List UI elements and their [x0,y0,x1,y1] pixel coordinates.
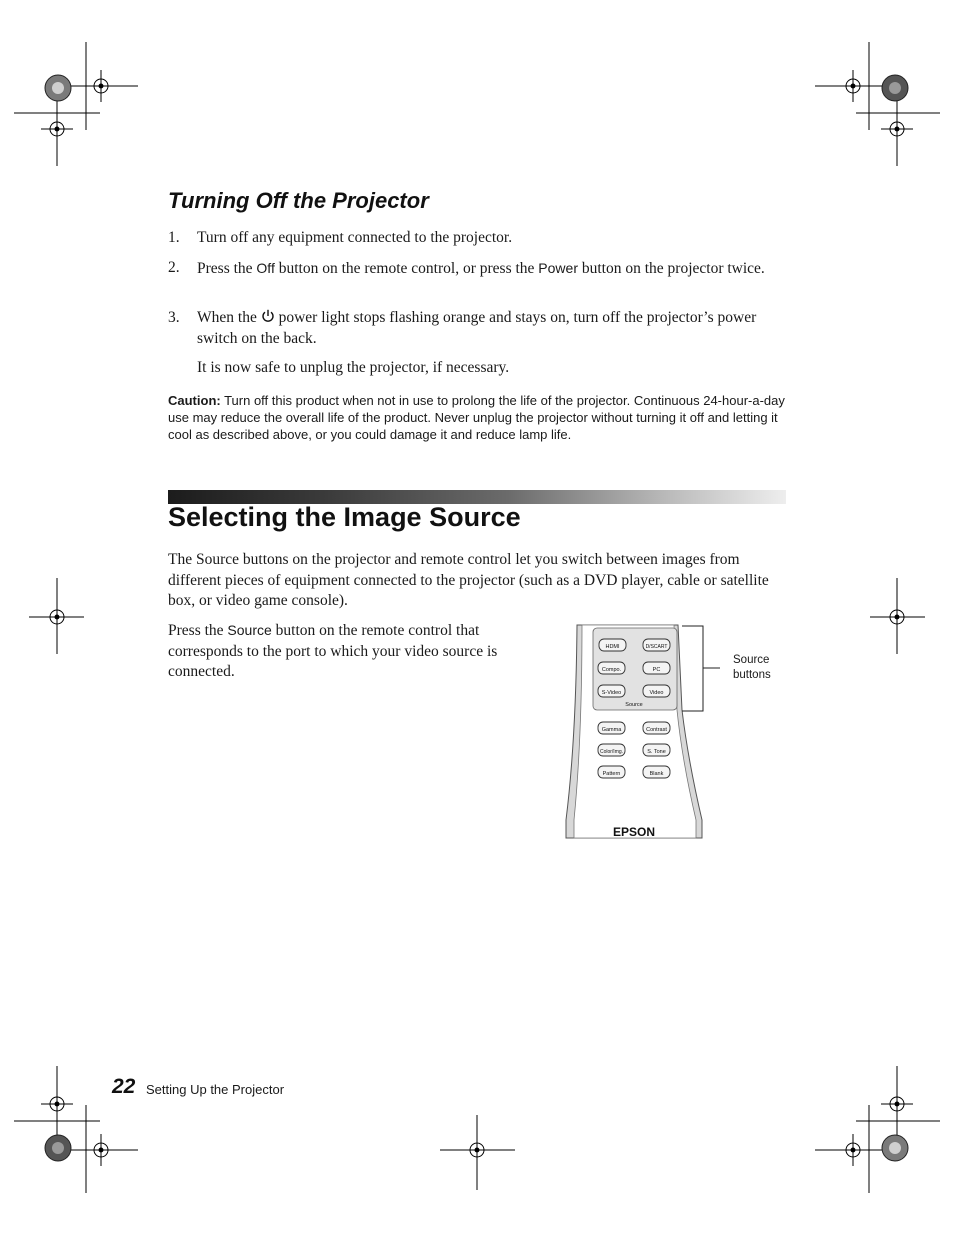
remote-button-contrast [643,722,670,734]
step-text-part: button on the projector twice. [577,260,765,277]
button-label: S-Video [601,690,622,696]
step-number: 1. [168,229,180,246]
step-number: 2. [168,259,180,276]
step-number: 3. [168,309,180,326]
section-title-turning-off: Turning Off the Projector [168,188,429,213]
caution-note [168,392,788,443]
step-text: Turn off any equipment connected to the projector. [197,229,513,246]
epson-logo: EPSON [612,825,656,839]
step-text-part: power light stops flashing orange and stays on, turn off the projector’s power switch on the back. [197,309,757,347]
step-text-part: When the [197,309,261,326]
button-label: Contrast [646,727,667,733]
remote-button-blank [643,766,670,778]
paragraph-text-part: Press the [168,622,228,639]
button-label: S. Tone [647,749,666,755]
ui-term-power: Power [538,260,578,276]
remote-button-s-tone [643,744,670,756]
button-label: Blank [649,771,664,777]
remote-button-compo [598,662,625,674]
button-label: Video [649,690,664,696]
page-number: 22 [112,1075,136,1098]
button-label: HDMI [605,644,620,650]
ui-term-off: Off [256,260,275,276]
caution-text: Turn off this product when not in use to prolong the life of the projector. Continuous 24-hour-a-day use may reduce the overall life of the product. Never unplug the projector without turning it off and letting it cool as described above, or you could damage it and reduce lamp life. [168,393,785,442]
remote-button-dscart [643,639,670,651]
remote-control-illustration [560,620,720,840]
caution-label: Caution: [168,393,221,408]
step-1 [168,228,788,249]
remote-button-hdmi [599,639,626,651]
callout-label: Source buttons [733,654,771,681]
step-note: It is now safe to unplug the projector, if necessary. [197,359,510,376]
button-label: D/SCART [645,644,668,650]
ui-term-source: Source [227,622,272,638]
button-label: Color/Img. [599,749,624,755]
button-label: Compo. [601,667,622,673]
remote-button-gamma [598,722,625,734]
remote-button-video [643,685,670,697]
button-label: Gamma [601,727,622,733]
step-text-part: Press the [197,260,257,277]
source-buttons-callout [733,653,779,683]
remote-button-pattern [598,766,625,778]
step-text [197,308,788,349]
instruction-paragraph [168,620,528,683]
remote-button-svideo [598,685,625,697]
remote-button-color-img [598,744,625,756]
button-label: PC [652,667,661,673]
remote-button-pc [643,662,670,674]
running-footer: Setting Up the Projector [146,1082,285,1097]
section-title-image-source: Selecting the Image Source [168,502,521,532]
intro-paragraph: The Source buttons on the projector and remote control let you switch between images from different pieces of equipment connected to the projector (such as a DVD player, cable or satellite box, or video game console). [168,551,769,609]
power-icon [261,309,275,323]
source-panel-label: Source [625,702,643,708]
step-text [197,258,788,280]
button-label: Pattern [602,771,621,777]
step-2 [168,258,788,280]
step-text-part: button on the remote control, or press the [274,260,539,277]
callout-bracket [682,626,703,711]
step-3 [168,308,788,349]
paragraph-text-part: button on the remote control that corresponds to the port to which your video source is connected. [168,622,498,680]
